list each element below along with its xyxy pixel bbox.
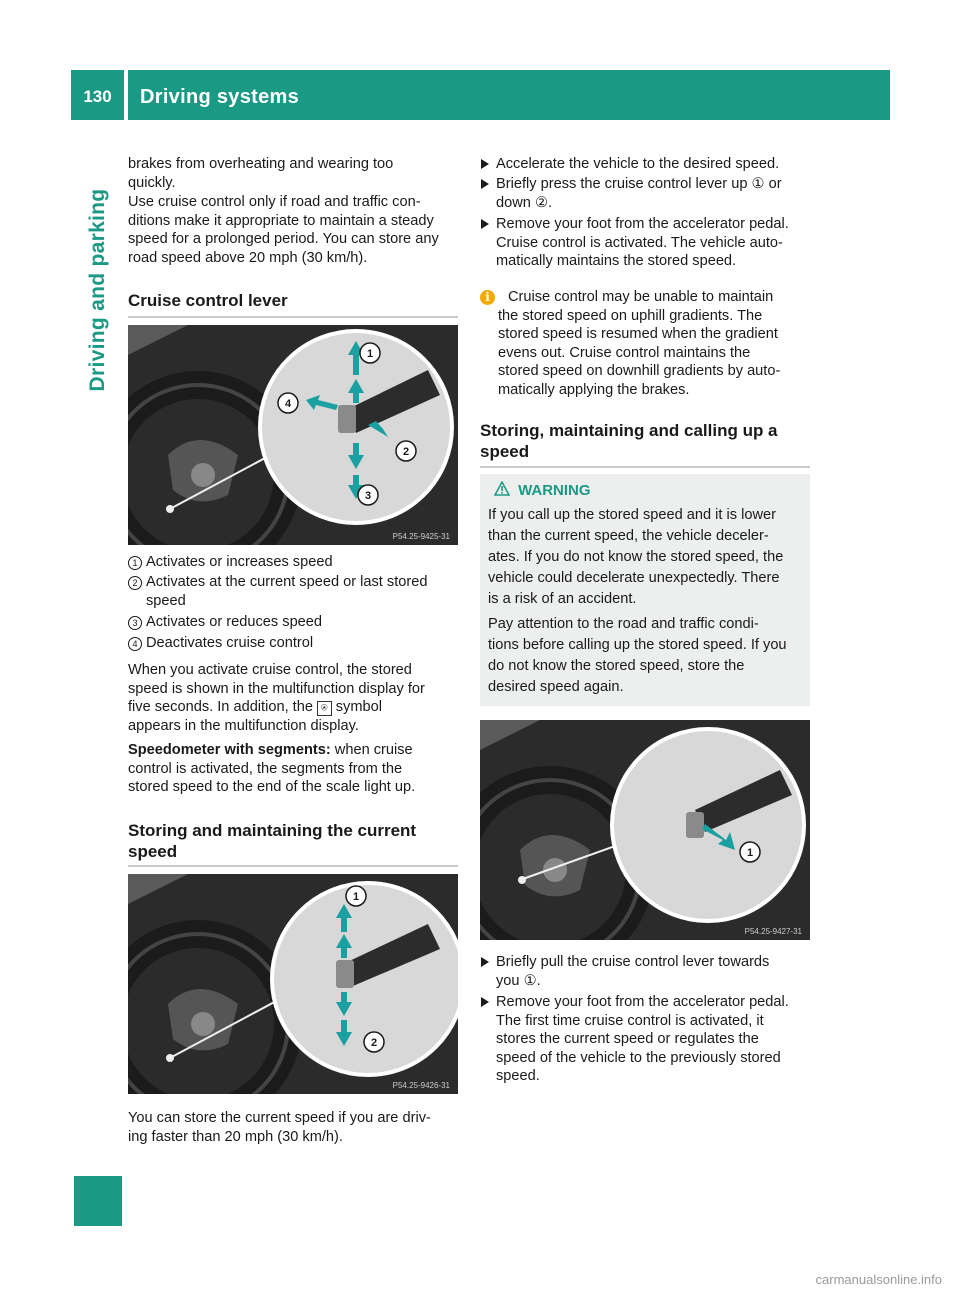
heading-line: speed <box>480 442 530 461</box>
heading-cruise-control-lever: Cruise control lever <box>128 291 288 310</box>
text-line: evens out. Cruise control maintains the <box>498 344 751 361</box>
text-line <box>128 698 463 717</box>
legend-item <box>128 634 313 653</box>
heading-rule <box>128 316 458 318</box>
text-line: brakes from overheating and wearing too <box>128 156 394 172</box>
heading-rule <box>480 466 810 468</box>
bullet-arrow-icon <box>481 997 489 1007</box>
text-line: is a risk of an accident. <box>488 591 637 607</box>
watermark: carmanualsonline.info <box>815 1272 942 1287</box>
svg-text:1: 1 <box>746 847 754 859</box>
text-line: When you activate cruise control, the stored <box>128 662 412 678</box>
step-item <box>480 155 779 174</box>
figure-cruise-control-lever <box>128 325 458 545</box>
steps-bottom <box>480 953 815 1093</box>
bullet-arrow-icon <box>481 179 489 189</box>
legend-text: Activates or increases speed <box>146 554 333 570</box>
intro-paragraph <box>128 155 463 192</box>
warning-title: WARNING <box>518 482 591 499</box>
cruise-control-symbol-icon: ⍟ <box>317 701 332 716</box>
text-line: control is activated, the segments from the <box>128 760 403 777</box>
legend-number: 3 <box>128 616 142 630</box>
legend-text: Deactivates cruise control <box>146 635 314 651</box>
heading-rule <box>128 865 458 867</box>
text-line: vehicle could decelerate unexpectedly. There <box>488 570 780 586</box>
page-number: 130 <box>83 87 112 106</box>
step-text: matically maintains the stored speed. <box>496 253 737 269</box>
heading-storing-calling-up <box>480 420 778 462</box>
info-icon: i <box>480 290 495 305</box>
heading-line: Storing and maintaining the current <box>128 821 417 840</box>
text-span: when cruise <box>330 742 413 758</box>
info-note <box>480 288 815 399</box>
legend-item <box>128 613 322 632</box>
step-text: Briefly press the cruise control lever up ① or <box>496 176 782 192</box>
step-text: speed of the vehicle to the previously stored <box>496 1049 781 1066</box>
text-line: ing faster than 20 mph (30 km/h). <box>128 1128 343 1145</box>
legend-text: Activates or reduces speed <box>146 614 323 630</box>
step-item <box>480 215 789 271</box>
text-line: appears in the multifunction display. <box>128 717 359 734</box>
text-line: ditions make it appropriate to maintain a steady <box>128 212 434 229</box>
legend-item <box>128 573 427 610</box>
text-line: Pay attention to the road and traffic condi- <box>488 616 759 632</box>
svg-text:1: 1 <box>352 891 360 903</box>
text-line: tions before calling up the stored speed. If you <box>488 637 787 653</box>
svg-text:4: 4 <box>284 398 292 410</box>
bullet-arrow-icon <box>481 957 489 967</box>
figure-code: P54.25-9426-31 <box>392 1081 450 1090</box>
svg-text:1: 1 <box>366 348 374 360</box>
step-text: you ①. <box>496 972 541 989</box>
step-item <box>480 993 789 1086</box>
section-title: Driving systems <box>140 86 300 108</box>
step-item <box>480 953 769 990</box>
text-line: ates. If you do not know the stored speed, the <box>488 549 784 565</box>
text-line: road speed above 20 mph (30 km/h). <box>128 249 368 266</box>
heading-storing-maintaining <box>128 820 416 862</box>
figure-code: P54.25-9425-31 <box>392 532 450 541</box>
step-item <box>480 175 782 212</box>
warning-header <box>494 480 591 500</box>
term-bold: Speedometer with segments: <box>128 742 331 758</box>
svg-text:2: 2 <box>370 1037 378 1049</box>
bullet-arrow-icon <box>481 219 489 229</box>
legend-number: 2 <box>128 576 142 590</box>
figure-calling-up-speed <box>480 720 810 940</box>
warning-triangle-icon <box>494 481 510 497</box>
warning-paragraph <box>488 505 808 610</box>
text-line: speed for a prolonged period. You can store any <box>128 231 439 247</box>
chapter-side-tab <box>74 130 122 450</box>
activation-paragraph <box>128 661 463 735</box>
warning-paragraph <box>488 614 808 698</box>
speedometer-paragraph <box>128 741 463 797</box>
text-line: stored speed is resumed when the gradient <box>498 326 778 342</box>
step-text: Remove your foot from the accelerator pedal. <box>496 994 789 1010</box>
text-line: speed is shown in the multifunction display for <box>128 680 425 697</box>
legend-number: 1 <box>128 556 142 570</box>
text-line: Cruise control may be unable to maintain <box>508 289 774 305</box>
steps-top <box>480 155 815 275</box>
text-line: desired speed again. <box>488 679 624 695</box>
warning-box <box>480 474 810 706</box>
step-text: Cruise control is activated. The vehicle auto- <box>496 234 783 251</box>
step-text: stores the current speed or regulates the <box>496 1031 759 1047</box>
legend-text: speed <box>146 592 186 609</box>
legend-text: Activates at the current speed or last stored <box>146 574 428 590</box>
svg-text:3: 3 <box>364 490 372 502</box>
text-line: matically applying the brakes. <box>498 381 690 398</box>
chapter-label: Driving and parking <box>86 188 109 392</box>
text-line: Use cruise control only if road and traffic con- <box>128 194 421 210</box>
text-line: than the current speed, the vehicle deceler- <box>488 528 769 544</box>
text-line: stored speed to the end of the scale light up. <box>128 779 416 795</box>
step-text: speed. <box>496 1068 540 1084</box>
chapter-marker <box>74 1176 122 1226</box>
step-text: The first time cruise control is activated, it <box>496 1012 764 1029</box>
step-text: Accelerate the vehicle to the desired speed. <box>496 156 780 172</box>
svg-text:2: 2 <box>402 446 410 458</box>
store-paragraph <box>128 1109 463 1146</box>
legend-number: 4 <box>128 637 142 651</box>
heading-line: speed <box>128 842 178 861</box>
figure-storing-speed <box>128 874 458 1094</box>
text-line <box>128 741 463 760</box>
bullet-arrow-icon <box>481 159 489 169</box>
figure-code: P54.25-9427-31 <box>744 927 802 936</box>
step-text: Remove your foot from the accelerator pedal. <box>496 216 789 232</box>
heading-line: Storing, maintaining and calling up a <box>480 421 778 440</box>
text-line: quickly. <box>128 174 176 191</box>
legend-item <box>128 553 333 572</box>
text-span: symbol <box>335 699 382 715</box>
text-line: You can store the current speed if you are driv- <box>128 1110 431 1126</box>
text-line: do not know the stored speed, store the <box>488 658 745 674</box>
figure-legend <box>128 553 463 651</box>
text-line: stored speed on downhill gradients by auto- <box>498 363 781 379</box>
step-text: Briefly pull the cruise control lever towards <box>496 954 770 970</box>
text-line: the stored speed on uphill gradients. The <box>498 307 763 324</box>
usage-paragraph <box>128 193 463 267</box>
text-span: five seconds. In addition, the <box>128 699 313 715</box>
step-text: down ②. <box>496 194 553 211</box>
text-line: If you call up the stored speed and it is lower <box>488 507 776 523</box>
